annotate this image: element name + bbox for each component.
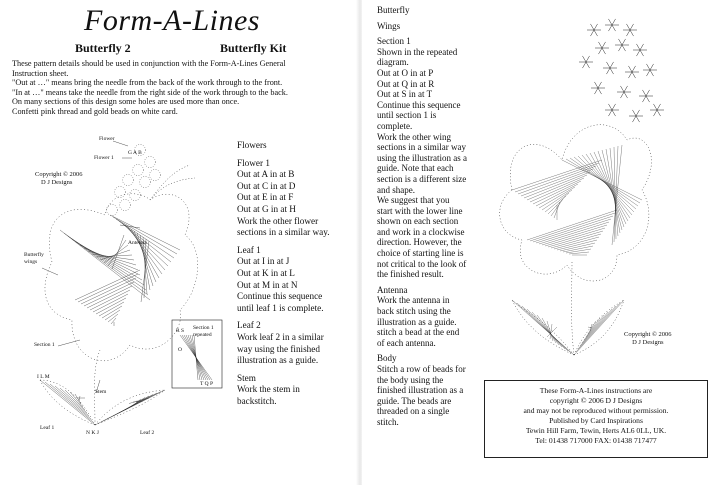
text-line: Work the stem in xyxy=(237,384,300,395)
text-line: of each antenna. xyxy=(377,337,436,348)
text-line: Continue this sequence xyxy=(237,291,323,302)
heading-stem: Stem xyxy=(237,372,256,383)
heading-section1: Section 1 xyxy=(377,36,411,47)
copyright-notice-box xyxy=(484,380,708,458)
intro-line: Instruction sheet. xyxy=(12,68,69,78)
intro-line: These pattern details should be used in conjunction with the Form-A-Lines General xyxy=(12,59,286,68)
step: Out at A in at B xyxy=(237,169,295,180)
text-line: Continue this sequence xyxy=(377,99,461,110)
heading-leaf1: Leaf 1 xyxy=(237,244,261,255)
right-page xyxy=(362,0,720,485)
text-line: Work the other flower xyxy=(237,215,319,226)
text-line: way using the finished xyxy=(237,343,320,354)
label-leaf2: Leaf 2 xyxy=(140,430,155,436)
label-stem: Stem xyxy=(95,389,107,395)
text-line: complete. xyxy=(377,120,413,131)
label-antenna: Antenna xyxy=(128,240,147,246)
copyright-left xyxy=(35,171,83,187)
intro-line: Confetti pink thread and gold beads on white card. xyxy=(12,106,178,116)
text-line: Shown in the repeated xyxy=(377,46,458,57)
brand-title: Form-A-Lines xyxy=(84,4,260,37)
text-line: shown on each section xyxy=(377,216,459,227)
copyright-line: Copyright © 2006 xyxy=(624,331,672,338)
copyright-by: D J Designs xyxy=(41,179,73,186)
text-line: until leaf 1 is complete. xyxy=(237,302,324,313)
flower-leaf-instructions xyxy=(237,140,355,407)
text-line: illustration as a guide. xyxy=(377,316,457,327)
intro-line: "Out at …" means bring the needle from the back of the work through to the front. xyxy=(12,78,283,88)
label-letters-rs: R S xyxy=(176,328,185,334)
text-line: using the illustration as a xyxy=(377,152,467,163)
notice-line: Tewin Hill Farm, Tewin, Herts AL6 0LL, UK. xyxy=(525,426,667,435)
text-line: We suggest that you xyxy=(377,195,450,206)
label-leaf1: Leaf 1 xyxy=(40,425,55,431)
step: Out at M in at N xyxy=(237,279,298,290)
label-flower1: Flower 1 xyxy=(94,155,114,161)
heading-wings: Wings xyxy=(377,20,401,31)
notice-line: These Form-A-Lines instructions are xyxy=(539,386,653,395)
text-line: the finished result. xyxy=(377,269,444,280)
intro-line: On many sections of this design some holes are used more than once. xyxy=(12,97,240,107)
text-line: stitch a bead at the end xyxy=(377,327,460,338)
label-letters-tqp: T Q P xyxy=(200,381,214,387)
text-line: not critical to the look of xyxy=(377,258,467,269)
text-line: guide. The beads are xyxy=(377,395,452,406)
step: Out at K in at L xyxy=(237,267,295,278)
left-page xyxy=(0,0,358,485)
text-line: sections in a similar way. xyxy=(237,227,330,238)
text-line: and shape. xyxy=(377,184,415,195)
step: Out at Q in at R xyxy=(377,78,435,89)
text-line: illustration as a guide. xyxy=(237,355,319,366)
text-line: and work in a clockwise xyxy=(377,226,465,237)
step: Out at I in at J xyxy=(237,256,290,267)
label-flower: Flower xyxy=(99,136,115,142)
heading-flowers: Flowers xyxy=(237,140,267,150)
notice-line: Published by Card Inspirations xyxy=(549,416,643,425)
step: Out at G in at H xyxy=(237,203,296,214)
text-line: backstitch. xyxy=(237,395,277,406)
notice-line: and may not be reproduced without permission. xyxy=(523,406,669,415)
label-letters-gab: G A B xyxy=(128,150,142,156)
text-line: diagram. xyxy=(377,57,409,68)
heading-butterfly: Butterfly xyxy=(377,5,410,15)
text-line: guide. Note that each xyxy=(377,163,454,174)
text-line: section is a different size xyxy=(377,173,467,184)
copyright-line: Copyright © 2006 xyxy=(35,171,83,178)
text-line: until section 1 is xyxy=(377,110,437,121)
text-line: threaded on a single xyxy=(377,406,450,417)
heading-antenna: Antenna xyxy=(377,284,408,295)
step: Out at O in at P xyxy=(377,67,434,78)
step: Out at C in at D xyxy=(237,180,296,191)
text-line: the body using the xyxy=(377,374,444,385)
text-line: start with the lower line xyxy=(377,205,463,216)
heading-body: Body xyxy=(377,353,397,364)
text-line: Work the antenna in xyxy=(377,295,450,306)
text-line: Work the other wing xyxy=(377,131,452,142)
text-line: stitch. xyxy=(377,416,399,427)
label-letter-o: O xyxy=(178,347,182,353)
text-line: choice of starting line is xyxy=(377,248,464,259)
notice-line: Tel: 01438 717000 FAX: 01438 717477 xyxy=(535,436,657,445)
intro-line: "In at …" means take the needle from the right side of the work through to the back. xyxy=(12,87,288,97)
text-line: direction. However, the xyxy=(377,237,462,248)
text-line: Stitch a row of beads for xyxy=(377,364,466,374)
text-line: finished illustration as a xyxy=(377,385,464,396)
heading-leaf2: Leaf 2 xyxy=(237,320,261,331)
label-section1-repeated: Section 1 repeated xyxy=(193,325,214,338)
copyright-by: D J Designs xyxy=(632,339,664,346)
copyright-right xyxy=(624,331,672,347)
notice-line: copyright © 2006 D J Designs xyxy=(549,396,643,405)
text-line: sections in a similar way xyxy=(377,142,466,153)
step: Out at E in at F xyxy=(237,192,294,203)
kit-name: Butterfly Kit xyxy=(220,41,287,55)
text-line: Work leaf 2 in a similar xyxy=(237,331,324,342)
step: Out at S in at T xyxy=(377,89,433,100)
label-letters-nkj: N K J xyxy=(86,430,99,436)
label-butterfly-wings: Butterfly wings xyxy=(24,252,44,265)
label-section1: Section 1 xyxy=(34,342,55,348)
text-line: back stitch using the xyxy=(377,306,451,317)
heading-flower1: Flower 1 xyxy=(237,157,270,168)
label-letters-ilm: I L M xyxy=(37,374,50,380)
pattern-name: Butterfly 2 xyxy=(75,41,131,55)
